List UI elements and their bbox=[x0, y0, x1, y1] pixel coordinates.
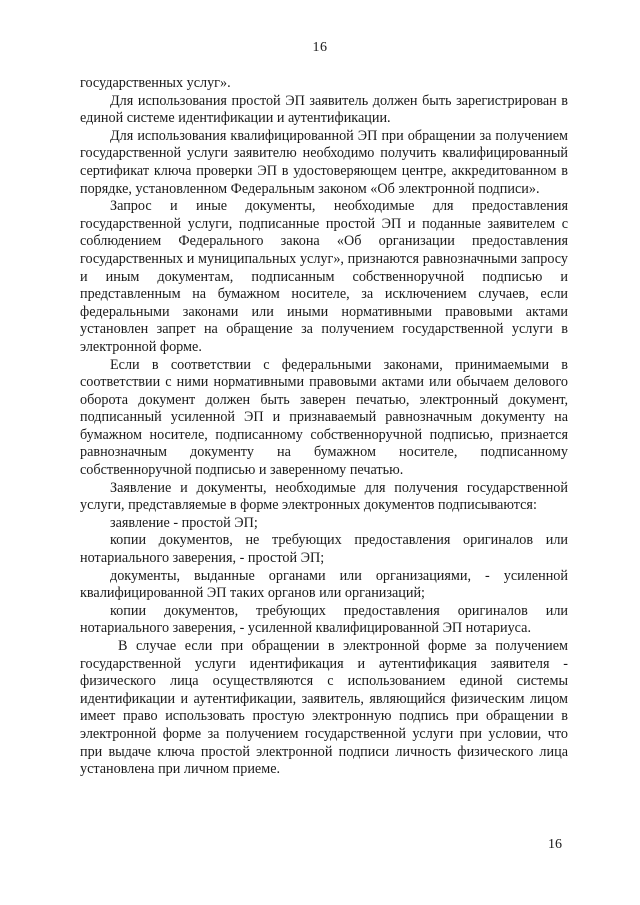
paragraph-seal-requirement: Если в соответствии с федеральными законами, принимаемыми в соответствии с ними нормативными правовыми актами или обычаем делового оборота документ должен быть заверен печатью, электронный документ, подписанный усиленной ЭП и признаваемый равнозначным документу на бумажном носителе, подписанному собственноручной подписью, признается равнозначным документу на бумажном носителе, подписанному собственноручной подписью и заверенному печатью. bbox=[80, 356, 568, 479]
paragraph-qualified-ep: Для использования квалифицированной ЭП при обращении за получением государственной услуги заявителю необходимо получить квалифицированный сертификат ключа проверки ЭП в удостоверяющем центре, аккредитованном в порядке, установленном Федеральным законом «Об электронной подписи». bbox=[80, 127, 568, 197]
list-item-copies-no-originals: копии документов, не требующих предоставления оригиналов или нотариального заверения, - простой ЭП; bbox=[80, 532, 568, 567]
document-body bbox=[80, 75, 568, 779]
paragraph-identification: В случае если при обращении в электронной форме за получением государственной услуги идентификация и аутентификация заявителя - физического лица осуществляются с использованием единой системы идентификации и аутентификации, заявитель, являющийся физическим лицом имеет право использовать простую электронную подпись при обращении в электронной форме за получением государственной услуги при условии, что при выдаче ключа простой электронной подписи личность физического лица установлена при личном приеме. bbox=[80, 638, 568, 778]
list-item-copies-notary: копии документов, требующих предоставления оригиналов или нотариального заверения, - усиленной квалифицированной ЭП нотариуса. bbox=[80, 602, 568, 637]
page-number-header: 16 bbox=[312, 40, 328, 55]
page-number-footer: 16 bbox=[548, 837, 562, 852]
paragraph-continuation: государственных услуг». bbox=[80, 75, 231, 91]
list-item-issued-documents: документы, выданные органами или организациями, - усиленной квалифицированной ЭП таких органов или организаций; bbox=[80, 567, 568, 602]
paragraph-simple-ep: Для использования простой ЭП заявитель должен быть зарегистрирован в единой системе идентификации и аутентификации. bbox=[80, 92, 568, 127]
paragraph-request-documents: Запрос и иные документы, необходимые для предоставления государственной услуги, подписанные простой ЭП и поданные заявителем с соблюдением Федерального закона «Об организации предоставления государственных и муниципальных услуг», признаются равнозначными запросу и иным документам, подписанным собственноручной подписью и представленным на бумажном носителе, за исключением случаев, если федеральными законами или иными нормативными правовыми актами установлен запрет на обращение за получением государственной услуги в электронной форме. bbox=[80, 198, 568, 355]
list-item-application: заявление - простой ЭП; bbox=[110, 514, 258, 531]
paragraph-signing-intro: Заявление и документы, необходимые для получения государственной услуги, представляемые в форме электронных документов подписываются: bbox=[80, 479, 568, 514]
